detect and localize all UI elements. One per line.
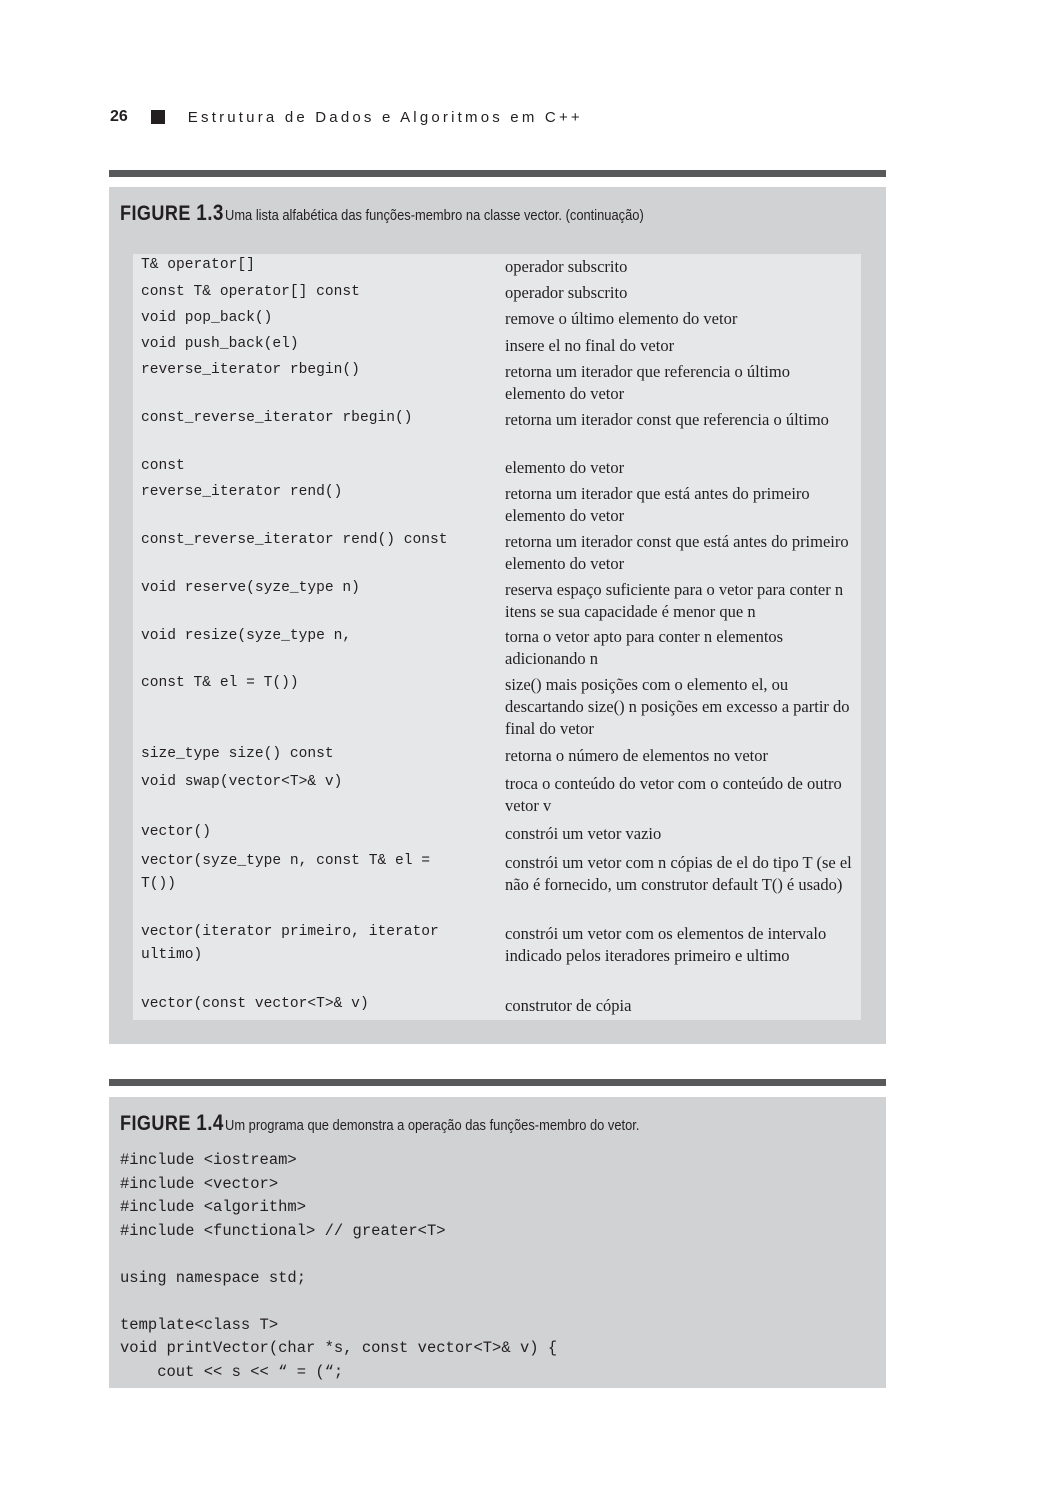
function-signature: void pop_back()	[141, 310, 273, 326]
function-description: operador subscrito	[505, 283, 628, 302]
function-description: elemento do vetor	[505, 458, 625, 477]
function-signature: const T& operator[] const	[141, 284, 360, 300]
function-description: retorna um iterador const que referencia o último	[505, 410, 829, 429]
figure-1-3-label: FIGURE 1.3	[120, 200, 224, 225]
function-signature: vector(const vector<T>& v)	[141, 996, 369, 1012]
function-signature: vector(iterator primeiro, iterator ultimo)	[141, 924, 448, 963]
figure-1-3-caption	[120, 200, 712, 226]
member-functions-table	[133, 254, 861, 1020]
code-listing: #include <iostream> #include <vector> #include <algorithm> #include <functional> // greater<T> using namespace std; template<class T> void printVector(char *s, const vector<T>& v) { cout << s << “ = (“;	[120, 1151, 558, 1381]
function-signature: vector()	[141, 824, 212, 840]
function-description: retorna um iterador const que está antes do primeiro elemento do vetor	[505, 532, 849, 573]
function-description: retorna um iterador que está antes do primeiro elemento do vetor	[505, 484, 810, 525]
function-description: troca o conteúdo do vetor com o conteúdo de outro vetor v	[505, 774, 842, 815]
function-signature: T& operator[]	[141, 257, 255, 273]
function-description: operador subscrito	[505, 257, 628, 276]
function-signature: const	[141, 458, 185, 474]
function-signature: const_reverse_iterator rbegin()	[141, 410, 413, 426]
figure-1-4-top-rule	[109, 1079, 886, 1086]
figure-1-4-panel	[109, 1097, 886, 1388]
function-description: size() mais posições com o elemento el, ou descartando size() n posições em excesso a partir do final do vetor	[505, 675, 850, 738]
figure-1-4-label: FIGURE 1.4	[120, 1110, 224, 1135]
function-description: torna o vetor apto para conter n elementos adicionando n	[505, 627, 784, 668]
function-description: constrói um vetor com os elementos de intervalo indicado pelos iteradores primeiro e ultimo	[505, 924, 827, 965]
function-description: retorna o número de elementos no vetor	[505, 746, 768, 765]
figure-1-3-panel	[109, 187, 886, 1044]
function-signature: void swap(vector<T>& v)	[141, 774, 343, 790]
function-signature: size_type size() const	[141, 746, 334, 762]
function-description: insere el no final do vetor	[505, 336, 675, 355]
function-signature: vector(syze_type n, const T& el = T())	[141, 853, 439, 892]
function-description: reserva espaço suficiente para o vetor para conter n itens se sua capacidade é menor que n	[505, 580, 844, 621]
function-signature: void reserve(syze_type n)	[141, 580, 360, 596]
function-description: remove o último elemento do vetor	[505, 309, 738, 328]
page-number: 26	[110, 108, 128, 125]
figure-1-4-caption	[120, 1110, 707, 1136]
figure-1-4-caption-text: Um programa que demonstra a operação das funções-membro do vetor.	[224, 1117, 640, 1134]
function-signature: const T& el = T())	[141, 675, 299, 691]
function-description: constrói um vetor vazio	[505, 824, 662, 843]
figure-1-3-top-rule	[109, 170, 886, 177]
function-signature: const_reverse_iterator rend() const	[141, 532, 448, 548]
function-signature: void push_back(el)	[141, 336, 299, 352]
square-bullet-icon	[151, 110, 165, 124]
function-description: construtor de cópia	[505, 996, 632, 1015]
function-signature: reverse_iterator rbegin()	[141, 362, 360, 378]
figure-1-3-caption-text: Uma lista alfabética das funções-membro na classe vector. (continuação)	[224, 207, 644, 224]
function-signature: reverse_iterator rend()	[141, 484, 343, 500]
running-head	[110, 108, 583, 126]
function-signature: void resize(syze_type n,	[141, 628, 352, 644]
function-description: constrói um vetor com n cópias de el do tipo T (se el não é fornecido, um construtor default T() é usado)	[505, 853, 852, 894]
book-title: Estrutura de Dados e Algoritmos em C++	[187, 108, 583, 126]
function-description: retorna um iterador que referencia o último elemento do vetor	[505, 362, 790, 403]
